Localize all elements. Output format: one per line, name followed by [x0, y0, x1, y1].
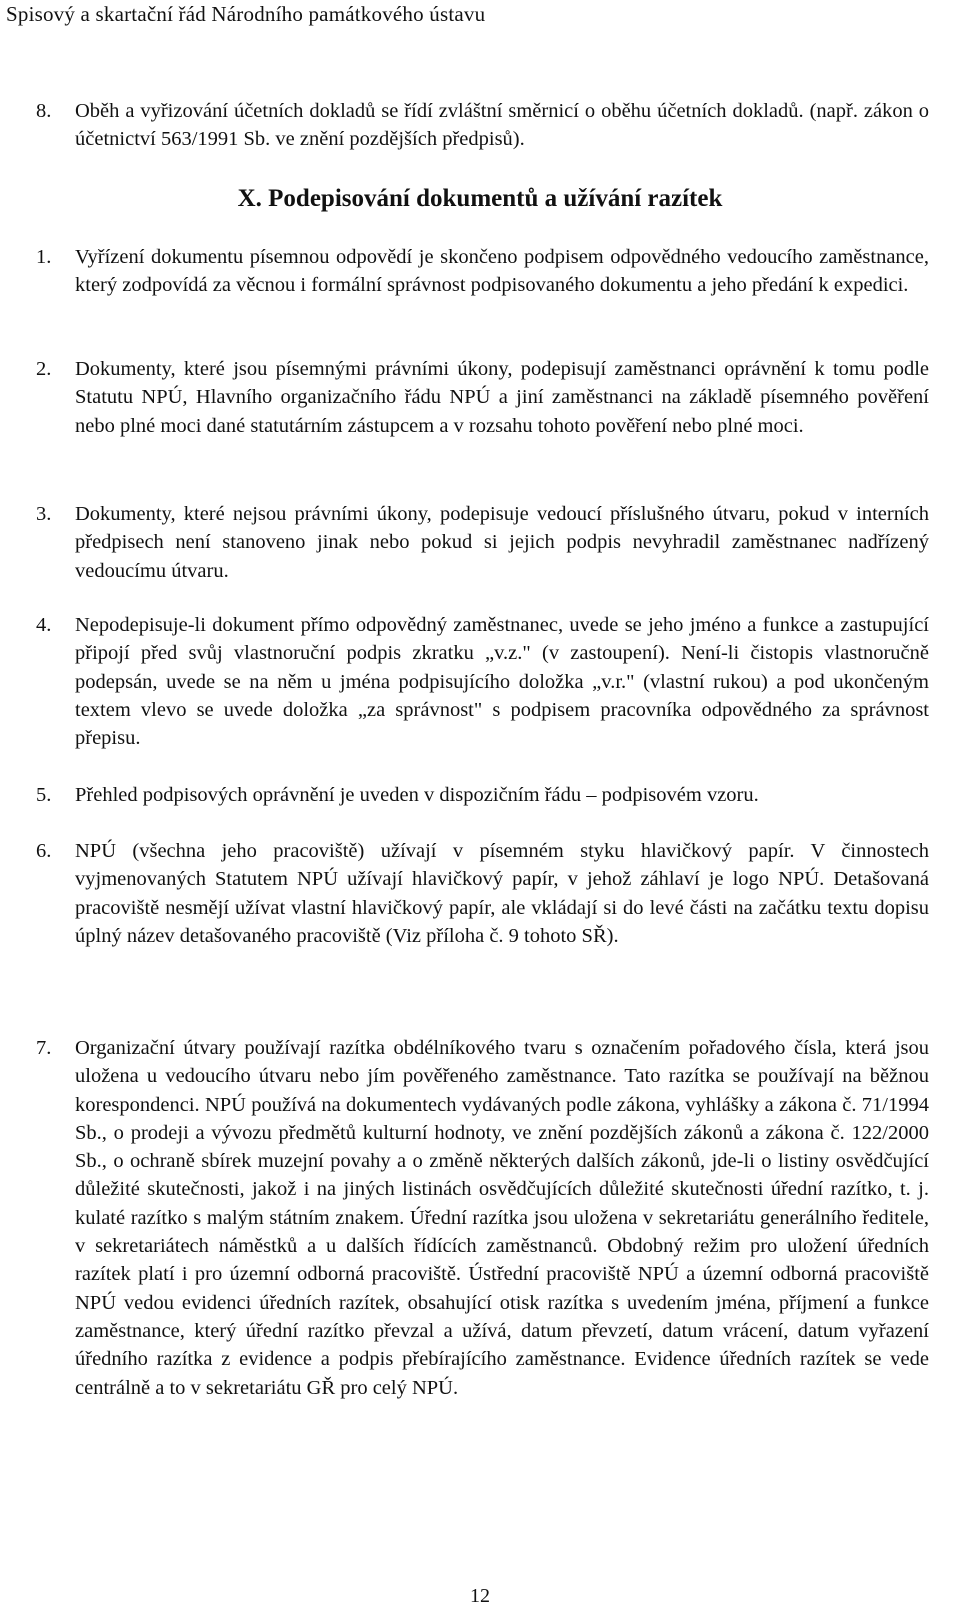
item-text: Dokumenty, které jsou písemnými právními úkony, podepisují zaměstnanci oprávnění k tomu podle Statutu NPÚ, Hlavního organizačního řádu NPÚ a jiní zaměstnanci na základě písemného pověření nebo plné moci dané statutárním zástupcem a v rozsahu tohoto pověření nebo plné moci. [75, 358, 929, 437]
list-item [36, 781, 929, 809]
item-number: 7. [36, 1037, 52, 1059]
item-number: 3. [36, 503, 52, 525]
page-number: 12 [470, 1585, 490, 1607]
paragraph-3 [36, 500, 929, 585]
list-item [36, 355, 929, 440]
item-number: 4. [36, 614, 52, 636]
paragraph-4 [36, 611, 929, 752]
section-heading: X. Podepisování dokumentů a užívání razítek [237, 185, 723, 212]
list-item [36, 611, 929, 752]
running-head: Spisový a skartační řád Národního památkového ústavu [6, 2, 486, 26]
list-item [36, 500, 929, 585]
item-text: Oběh a vyřizování účetních dokladů se řídí zvláštní směrnicí o oběhu účetních dokladů. (např. zákon o účetnictví 563/1991 Sb. ve znění pozdějších předpisů). [75, 100, 929, 151]
paragraph-2 [36, 355, 929, 440]
item-number: 2. [36, 358, 52, 380]
paragraph-6 [36, 837, 929, 950]
paragraph-1 [36, 243, 929, 300]
list-item [36, 243, 929, 300]
item-number: 1. [36, 246, 52, 268]
item-text: NPÚ (všechna jeho pracoviště) užívají v písemném styku hlavičkový papír. V činnostech vyjmenovaných Statutem NPÚ užívají hlavičkový papír, v jehož záhlaví je logo NPÚ. Detašovaná pracoviště nesmějí užívat vlastní hlavičkový papír, ale vkládají si do levé části na začátku textu dopisu úplný název detašovaného pracoviště (Viz příloha č. 9 tohoto SŘ). [75, 840, 929, 947]
paragraph-8 [36, 97, 929, 154]
item-text: Organizační útvary používají razítka obdélníkového tvaru s označením pořadového čísla, která jsou uložena u vedoucího útvaru nebo jím pověřeného zaměstnance. Tato razítka se používají na běžnou korespondenci. NPÚ používá na dokumentech vydávaných podle zákona, vyhlášky a zákona č. 71/1994 Sb., o prodeji a vývozu předmětů kulturní hodnoty, ve znění pozdějších zákonů a zákona č. 122/2000 Sb., o ochraně sbírek muzejní povahy a o změně některých dalších zákonů, jde-li o listiny osvědčující důležité skutečnosti, jakož i na jiných listinách osvědčujících důležité skutečnosti úřední razítko, t. j. kulaté razítko s malým státním znakem. Úřední razítka jsou uložena v sekretariátu generálního ředitele, v sekretariátech náměstků a u dalších řídících zaměstnanců. Obdobný režim pro uložení úředních razítek platí i pro územní odborná pracoviště. Ústřední pracoviště NPÚ a územní odborná pracoviště NPÚ vedou evidenci úředních razítek, obsahující otisk razítka s uvedením jména, příjmení a funkce zaměstnance, který úřední razítko převzal a užívá, datum převzetí, datum vrácení, datum vyřazení úředního razítka z evidence a podpis přebírajícího zaměstnance. Evidence úředních razítek se vede centrálně a to v sekretariátu GŘ pro celý NPÚ. [75, 1037, 929, 1399]
paragraph-7 [36, 1034, 929, 1402]
item-number: 8. [36, 100, 52, 122]
item-text: Nepodepisuje-li dokument přímo odpovědný zaměstnanec, uvede se jeho jméno a funkce a zastupující připojí před svůj vlastnoruční podpis zkratku „v.z." (v zastoupení). Není-li čistopis vlastnoručně podepsán, uvede se na něm u jména podpisujícího doložka „v.r." (vlastní rukou) a pod ukončeným textem vlevo se uvede doložka „za správnost" s podpisem pracovníka odpovědného za správnost přepisu. [75, 614, 929, 750]
paragraph-5 [36, 781, 929, 809]
list-item [36, 1034, 929, 1402]
item-text: Vyřízení dokumentu písemnou odpovědí je skončeno podpisem odpovědného vedoucího zaměstnance, který zodpovídá za věcnou i formální správnost podpisovaného dokumentu a jeho předání k expedici. [75, 246, 929, 297]
list-item [36, 837, 929, 950]
item-text: Dokumenty, které nejsou právními úkony, podepisuje vedoucí příslušného útvaru, pokud v interních předpisech není stanoveno jinak nebo pokud si jejich podpis nevyhradil zaměstnanec nadřízený vedoucímu útvaru. [75, 503, 929, 582]
item-number: 5. [36, 784, 52, 806]
list-item [36, 97, 929, 154]
item-text: Přehled podpisových oprávnění je uveden v dispozičním řádu – podpisovém vzoru. [75, 784, 759, 806]
item-number: 6. [36, 840, 52, 862]
